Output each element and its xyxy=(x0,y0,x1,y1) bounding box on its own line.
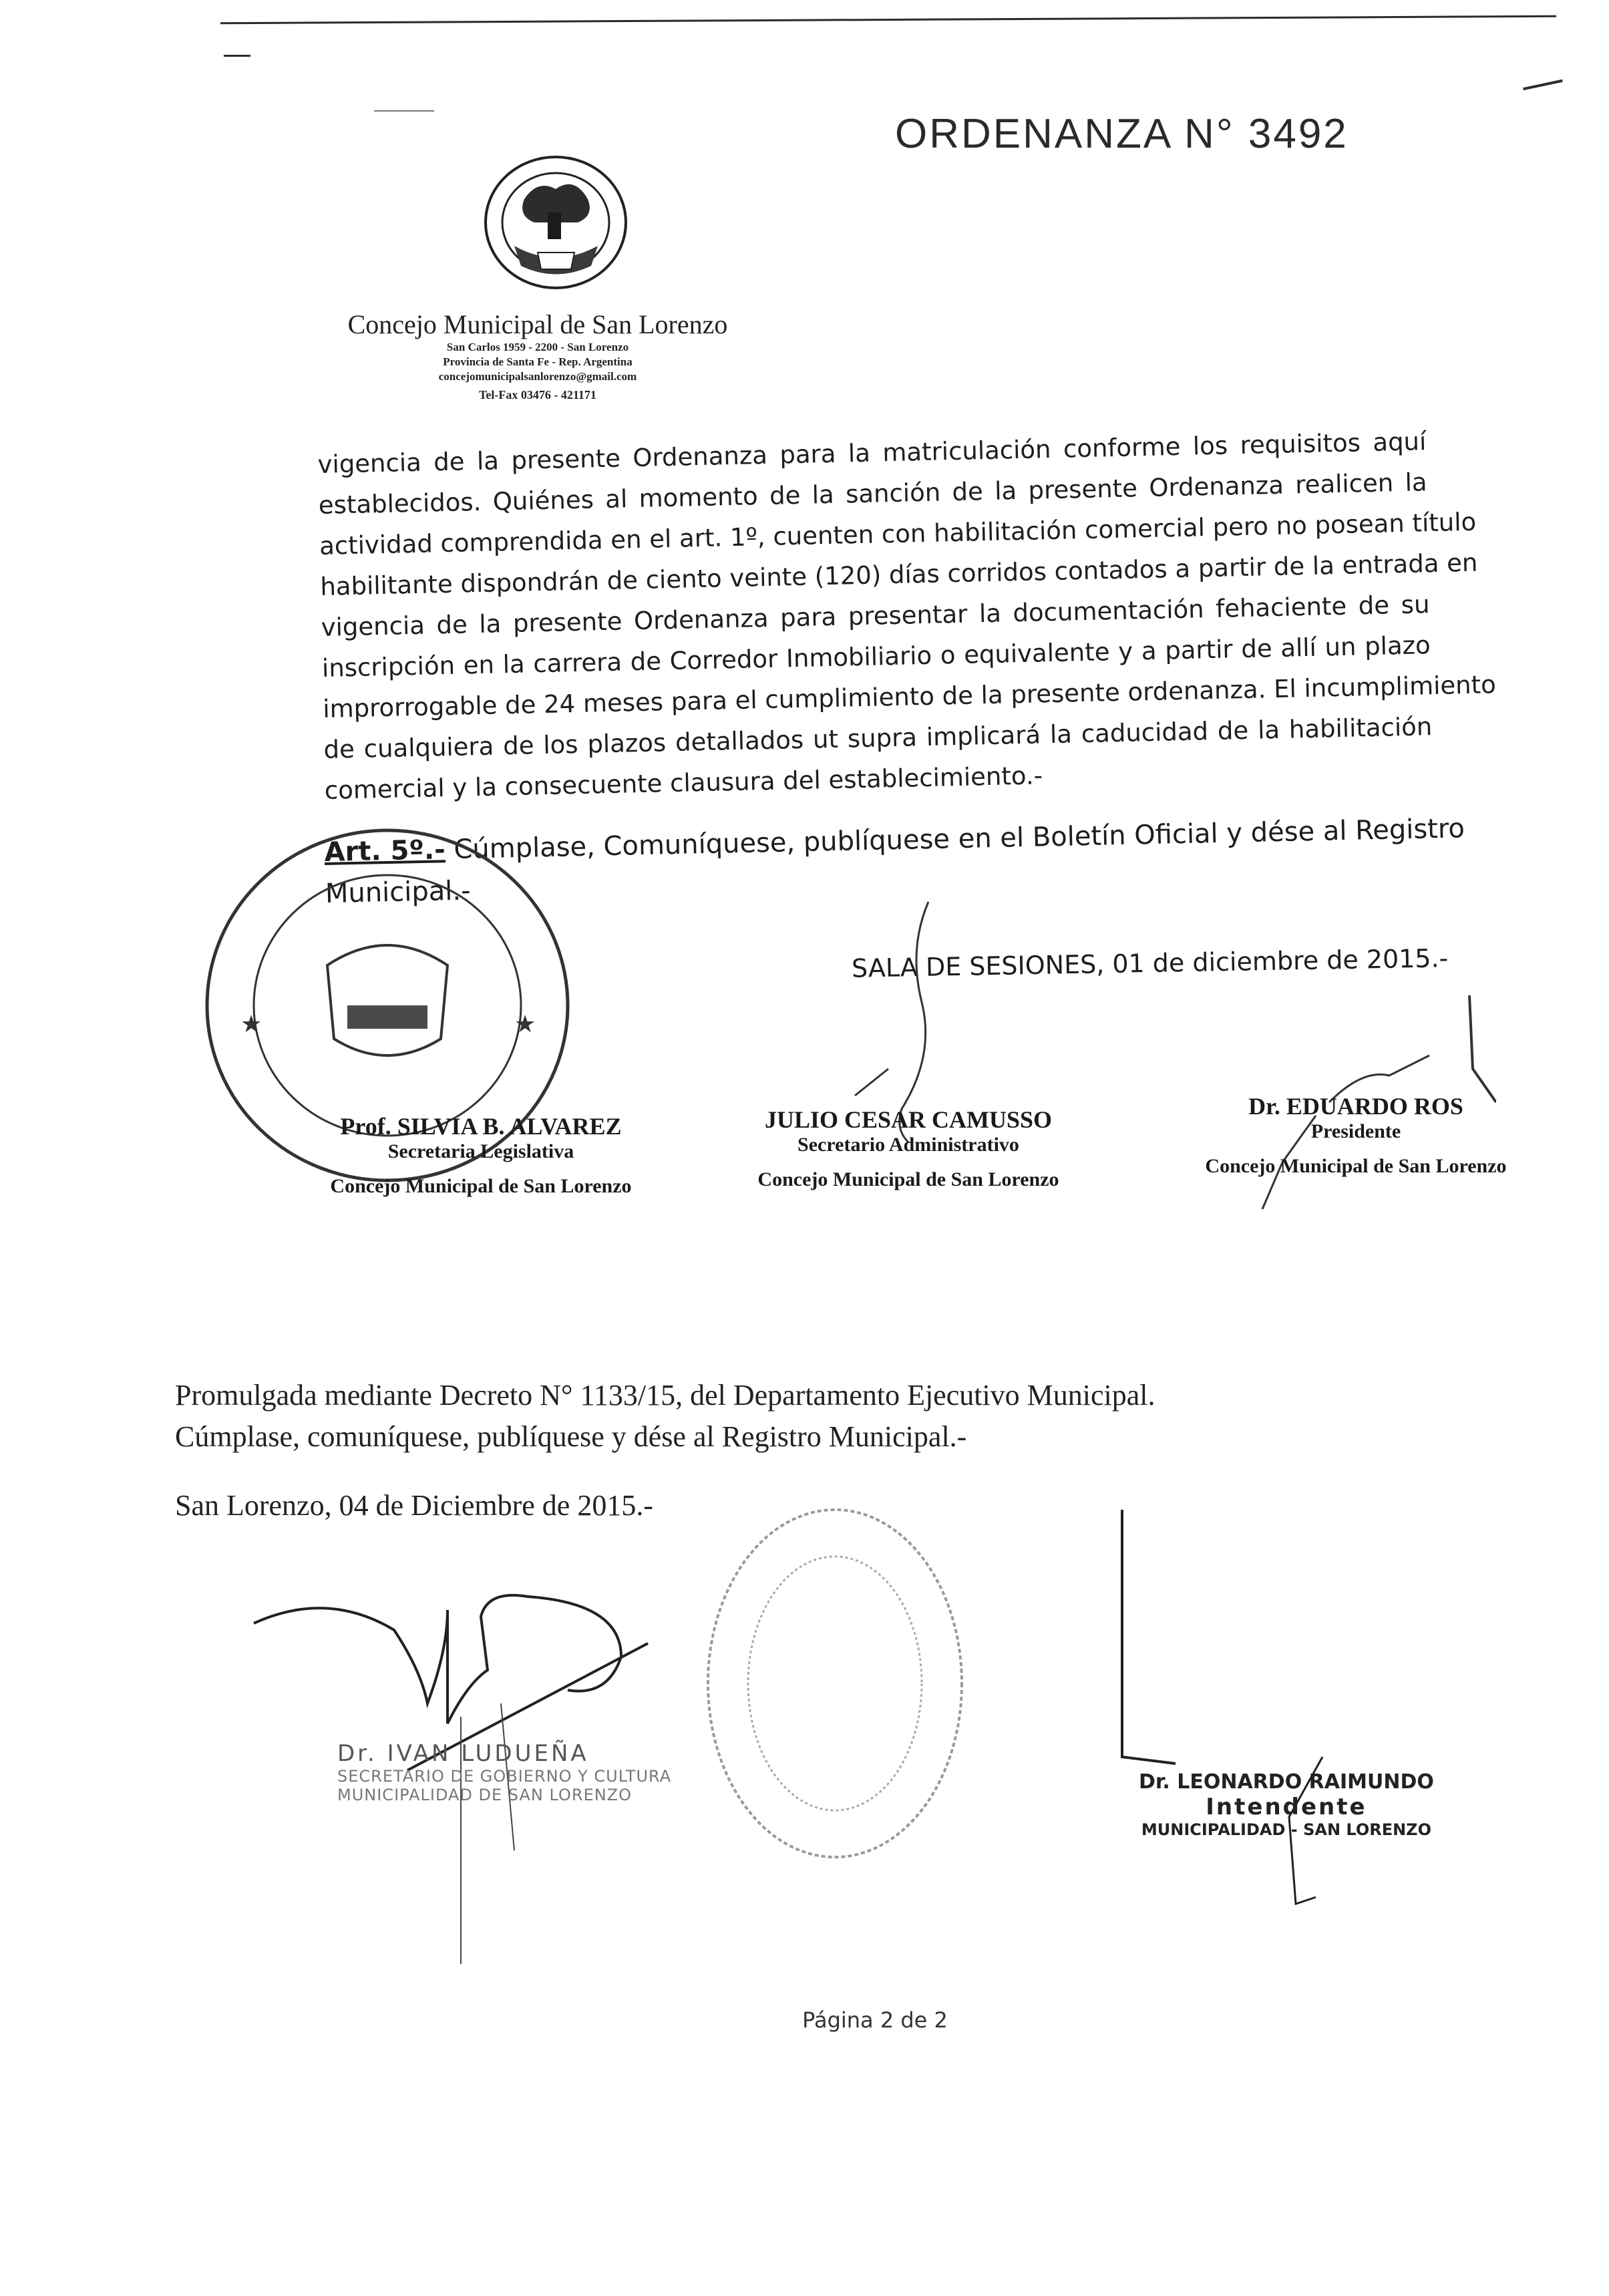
signatory-name: Dr. IVAN LUDUEÑA xyxy=(337,1740,589,1767)
signature-raimundo xyxy=(1095,1503,1363,1917)
promulgation-line-2: Cúmplase, comuníquese, publíquese y dése al Registro Municipal.- xyxy=(175,1420,967,1453)
body-line: improrrogable de 24 meses para el cumplimiento de la presente ordenanza. El incumplimiento xyxy=(322,670,1497,723)
ordinance-body xyxy=(317,421,1497,811)
signatory-name: Dr. EDUARDO ROS xyxy=(1248,1093,1463,1120)
signatory-luduena xyxy=(337,1740,671,1804)
council-letterhead xyxy=(304,309,771,402)
svg-text:★: ★ xyxy=(240,1011,262,1038)
signatory-role: Secretaria Legislativa xyxy=(387,1140,574,1162)
body-line: vigencia de la presente Ordenanza para presentar la documentación fehaciente de su xyxy=(321,590,1430,642)
promulgation-text xyxy=(175,1375,1155,1458)
council-seal-logo xyxy=(478,152,635,296)
signatory-role: SECRETARIO DE GOBIERNO Y CULTURA xyxy=(337,1767,672,1786)
body-line: establecidos. Quiénes al momento de la sanción de la presente Ordenanza realicen la xyxy=(318,468,1428,520)
signatory-org: Concejo Municipal de San Lorenzo xyxy=(1205,1155,1507,1177)
scan-edge-mark xyxy=(224,55,250,57)
signatory-role: Presidente xyxy=(1310,1120,1401,1142)
session-line: SALA DE SESIONES, 01 de diciembre de 2015.- xyxy=(851,943,1449,983)
signatory-org: MUNICIPALIDAD - SAN LORENZO xyxy=(1141,1820,1431,1839)
body-line: de cualquiera de los plazos detallados ut supra implicará la caducidad de la habilitación xyxy=(323,712,1433,764)
signatory-org: MUNICIPALIDAD DE SAN LORENZO xyxy=(337,1786,633,1804)
body-line: actividad comprendida en el art. 1º, cuenten con habilitación comercial pero no posean título xyxy=(319,507,1477,560)
council-name: Concejo Municipal de San Lorenzo xyxy=(347,309,728,339)
promulgation-line-1: Promulgada mediante Decreto N° 1133/15, del Departamento Ejecutivo Municipal. xyxy=(175,1379,1155,1412)
body-line: comercial y la consecuente clausura del establecimiento.- xyxy=(324,761,1043,805)
promulgation-place-date: San Lorenzo, 04 de Diciembre de 2015.- xyxy=(175,1489,653,1522)
signatory-name: JULIO CESAR CAMUSSO xyxy=(764,1106,1053,1133)
ordinance-title: ORDENANZA N° 3492 xyxy=(895,111,1349,157)
signatory-camusso xyxy=(715,1106,1102,1191)
municipal-round-stamp xyxy=(695,1496,975,1870)
signatory-role: Intendente xyxy=(1206,1794,1367,1820)
council-province: Provincia de Santa Fe - Rep. Argentina xyxy=(443,355,633,368)
council-email: concejomunicipalsanlorenzo@gmail.com xyxy=(438,370,637,383)
scan-edge-mark xyxy=(374,110,434,112)
body-line: habilitante dispondrán de ciento veinte (120) días corridos contados a partir de la entrada en xyxy=(320,548,1478,601)
body-line: inscripción en la carrera de Corredor Inmobiliario o equivalente y a partir de allí un plazo xyxy=(321,631,1431,683)
signatory-name: Dr. LEONARDO RAIMUNDO xyxy=(1139,1770,1434,1794)
signatory-ros xyxy=(1169,1092,1543,1178)
signatory-org: Concejo Municipal de San Lorenzo xyxy=(757,1168,1059,1190)
signatory-name: Prof. SILVIA B. ALVAREZ xyxy=(340,1113,622,1140)
council-phone: Tel-Fax 03476 - 421171 xyxy=(479,388,596,401)
svg-text:★: ★ xyxy=(514,1011,536,1038)
scan-edge-top xyxy=(220,15,1556,24)
signatory-raimundo xyxy=(1139,1770,1434,1839)
signatory-alvarez xyxy=(281,1112,681,1198)
article-text-2: Municipal.- xyxy=(325,875,471,909)
signatory-org: Concejo Municipal de San Lorenzo xyxy=(330,1175,632,1197)
article-text: Cúmplase, Comuníquese, publíquese en el Boletín Oficial y dése al Registro xyxy=(445,813,1465,866)
council-address: San Carlos 1959 - 2200 - San Lorenzo xyxy=(446,341,629,353)
signatory-role: Secretario Administrativo xyxy=(797,1134,1019,1156)
article-label: Art. 5º.- xyxy=(324,834,446,868)
scan-edge-mark xyxy=(1523,79,1563,90)
page-number: Página 2 de 2 xyxy=(802,2007,948,2033)
body-line: vigencia de la presente Ordenanza para la matriculación conforme los requisitos aquí xyxy=(317,427,1427,479)
